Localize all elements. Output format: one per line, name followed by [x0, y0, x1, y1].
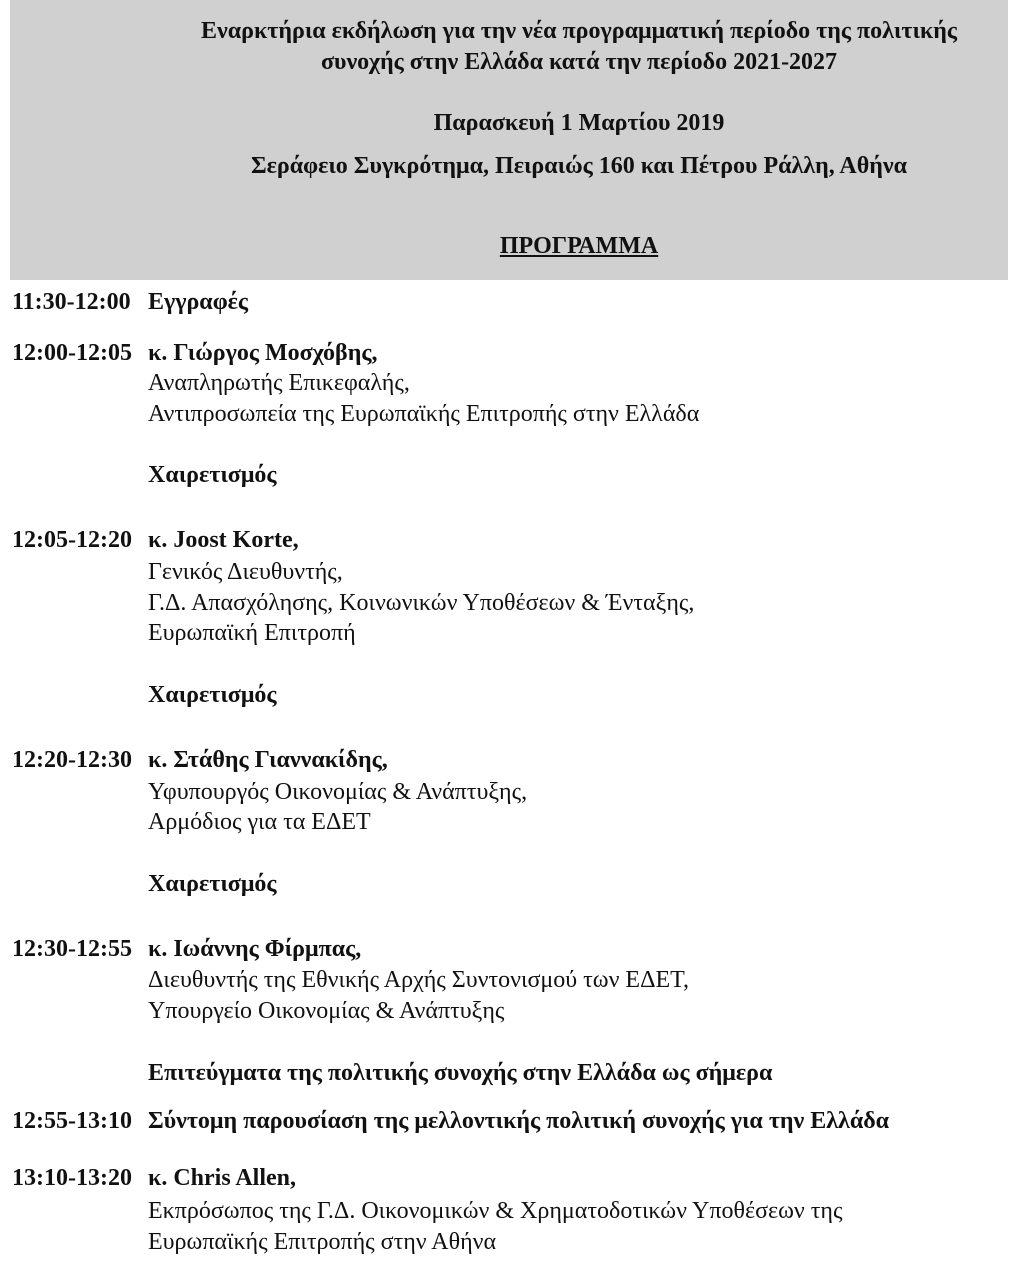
speaker-department: Γ.Δ. Απασχόλησης, Κοινωνικών Υποθέσεων & Ένταξης,: [148, 590, 695, 616]
item-time: 12:05-12:20: [12, 527, 132, 553]
item-topic: Χαιρετισμός: [148, 682, 277, 708]
speaker-organization: Ευρωπαϊκής Επιτροπής στην Αθήνα: [148, 1229, 497, 1255]
item-time: 12:55-13:10: [12, 1108, 132, 1134]
speaker-name: κ. Chris Allen,: [148, 1165, 297, 1191]
event-date: Παρασκευή 1 Μαρτίου 2019: [433, 110, 725, 136]
speaker-organization: Υπουργείο Οικονομίας & Ανάπτυξης: [148, 998, 505, 1024]
item-time: 13:10-13:20: [12, 1165, 132, 1191]
item-time: 12:20-12:30: [12, 747, 132, 773]
speaker-role: Υφυπουργός Οικονομίας & Ανάπτυξης,: [148, 779, 528, 805]
speaker-role: Εκπρόσωπος της Γ.Δ. Οικονομικών & Χρηματοδοτικών Υποθέσεων της: [148, 1198, 843, 1224]
speaker-role: Διευθυντής της Εθνικής Αρχής Συντονισμού των ΕΔΕΤ,: [148, 967, 690, 993]
speaker-organization: Αντιπροσωπεία της Ευρωπαϊκής Επιτροπής στην Ελλάδα: [148, 401, 700, 427]
speaker-organization: Ευρωπαϊκή Επιτροπή: [148, 620, 356, 646]
speaker-name: κ. Ιωάννης Φίρμπας,: [148, 936, 362, 962]
speaker-responsibility: Αρμόδιος για τα ΕΔΕΤ: [148, 809, 371, 835]
speaker-name: κ. Γιώργος Μοσχόβης,: [148, 340, 378, 366]
item-topic: Χαιρετισμός: [148, 462, 277, 488]
speaker-name: κ. Joost Korte,: [148, 527, 299, 553]
item-topic: Χαιρετισμός: [148, 871, 277, 897]
event-title-line1: Εναρκτήρια εκδήλωση για την νέα προγραμματική περίοδο της πολιτικής: [201, 18, 957, 44]
item-title: Σύντομη παρουσίαση της μελλοντικής πολιτική συνοχής για την Ελλάδα: [148, 1108, 890, 1134]
item-time: 11:30-12:00: [12, 289, 131, 315]
speaker-role: Αναπληρωτής Επικεφαλής,: [148, 370, 410, 396]
item-title: Εγγραφές: [148, 289, 249, 315]
speaker-name: κ. Στάθης Γιαννακίδης,: [148, 747, 388, 773]
item-time: 12:00-12:05: [12, 340, 132, 366]
event-title-line2: συνοχής στην Ελλάδα κατά την περίοδο 2021-2027: [320, 49, 838, 75]
event-venue: Σεράφειο Συγκρότημα, Πειραιώς 160 και Πέτρου Ράλλη, Αθήνα: [250, 153, 908, 179]
item-topic: Επιτεύγματα της πολιτικής συνοχής στην Ελλάδα ως σήμερα: [148, 1060, 773, 1086]
speaker-role: Γενικός Διευθυντής,: [148, 559, 343, 585]
program-label: ΠΡΟΓΡΑΜΜΑ: [499, 233, 659, 259]
item-time: 12:30-12:55: [12, 936, 132, 962]
